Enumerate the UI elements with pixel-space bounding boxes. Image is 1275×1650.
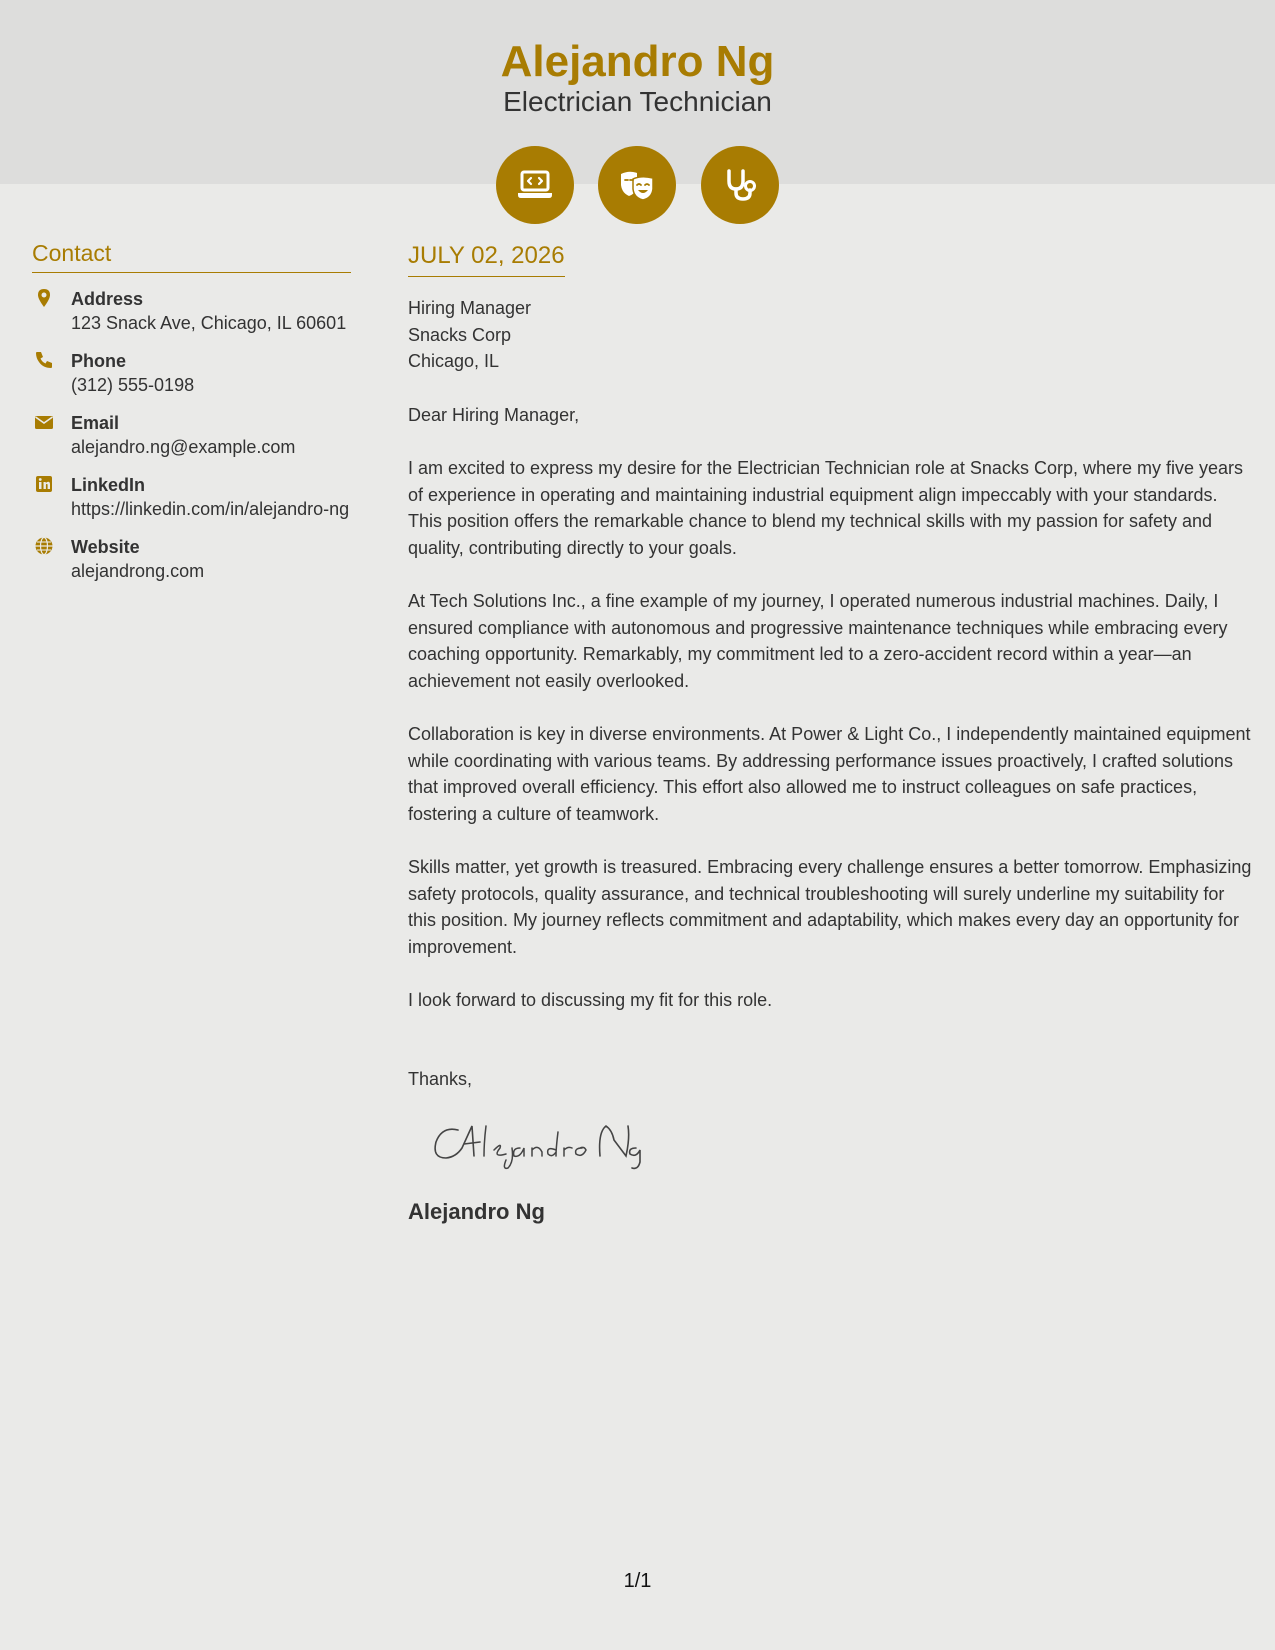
envelope-icon [34,412,54,432]
contact-phone [32,349,351,397]
letter-paragraph: I look forward to discussing my fit for this role. [408,990,773,1010]
contact-website [32,535,351,583]
website-value[interactable]: alejandrong.com [71,561,205,581]
page-number: 1/1 [623,1570,652,1592]
handwritten-signature [428,1112,728,1172]
letter-paragraph: Skills matter, yet growth is treasured. Embracing every challenge ensures a better tomorrow. Emphasizing safety protocols, quality assurance, and technical troubleshooting will surely underline my suitability for this position. My journey reflects commitment and adaptability, which makes every day an opportunity for improvement. [408,857,1252,957]
laptop-code-icon [496,146,574,224]
address-value: 123 Snack Ave, Chicago, IL 60601 [71,313,347,333]
address-label: Address [71,289,144,309]
contact-heading: Contact [32,238,351,273]
recipient-block [408,295,1253,375]
linkedin-label: LinkedIn [71,475,146,495]
linkedin-value[interactable]: https://linkedin.com/in/alejandro-ng [71,499,350,519]
contact-linkedin [32,473,351,521]
website-label: Website [71,537,140,557]
contact-sidebar [32,238,351,583]
contact-address [32,287,351,335]
stethoscope-icon [701,146,779,224]
recipient-line: Snacks Corp [408,324,512,345]
recipient-line: Hiring Manager [408,298,532,318]
phone-icon [34,350,54,370]
recipient-line: Chicago, IL [408,351,500,371]
signed-name: Alejandro Ng [408,1199,545,1224]
letter-paragraph: Collaboration is key in diverse environments. At Power & Light Co., I independently maintained equipment while coordinating with various teams. By addressing performance issues proactively, I crafted solutions that improved overall efficiency. This effort also allowed me to instruct colleagues on safe practices, fostering a culture of teamwork. [408,724,1251,824]
letter-paragraph: I am excited to express my desire for the Electrician Technician role at Snacks Corp, where my five years of experience in operating and maintaining industrial equipment align impeccably with your standards. This position offers the remarkable chance to blend my technical skills with my passion for safety and quality, contributing directly to your goals. [408,458,1244,558]
job-title: Electrician Technician [503,86,772,117]
letter-paragraph: At Tech Solutions Inc., a fine example of my journey, I operated numerous industrial machines. Daily, I ensured compliance with autonomous and progressive maintenance techniques while embracing every coaching opportunity. Remarkably, my commitment led to a zero-accident record within a year—an achievement not easily overlooked. [408,591,1228,691]
closing: Thanks, [408,1068,473,1089]
letter-body [408,240,1253,1227]
phone-label: Phone [71,351,127,371]
applicant-name: Alejandro Ng [500,37,775,86]
linkedin-icon [34,474,54,494]
theater-masks-icon [598,146,676,224]
globe-icon [34,536,54,556]
letter-date: JULY 02, 2026 [408,240,565,277]
phone-value: (312) 555-0198 [71,375,195,395]
email-label: Email [71,413,120,433]
contact-email [32,411,351,459]
map-marker-icon [34,288,54,308]
email-value[interactable]: alejandro.ng@example.com [71,437,296,457]
salutation: Dear Hiring Manager, [408,404,580,425]
